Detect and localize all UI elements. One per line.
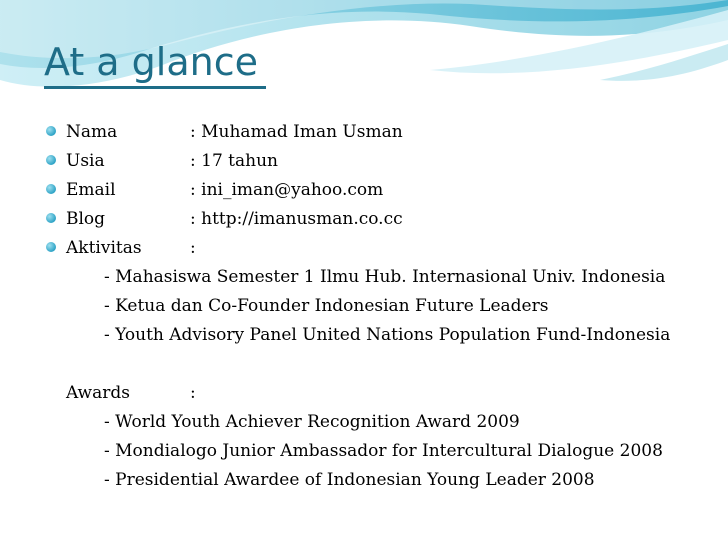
profile-label: Nama (66, 122, 118, 142)
activity-item: - Youth Advisory Panel United Nations Population Fund-Indonesia (104, 325, 671, 345)
slide-title: At a glance (44, 40, 258, 84)
profile-value: : ini_iman@yahoo.com (190, 180, 384, 200)
profile-value: : (190, 238, 196, 258)
bullet-icon (46, 242, 56, 252)
bullet-icon (46, 155, 56, 165)
profile-value: : http://imanusman.co.cc (190, 209, 403, 229)
activity-item: - Ketua dan Co-Founder Indonesian Future Leaders (104, 296, 549, 316)
award-item: - Mondialogo Junior Ambassador for Intercultural Dialogue 2008 (104, 441, 663, 461)
profile-value: : Muhamad Iman Usman (190, 122, 403, 142)
award-item: - World Youth Achiever Recognition Award 2009 (104, 412, 520, 432)
awards-colon: : (190, 383, 196, 403)
profile-label: Aktivitas (66, 238, 142, 258)
profile-label: Usia (66, 151, 105, 171)
profile-value: : 17 tahun (190, 151, 278, 171)
title-underline (44, 86, 266, 89)
bullet-icon (46, 213, 56, 223)
activity-item: - Mahasiswa Semester 1 Ilmu Hub. Internasional Univ. Indonesia (104, 267, 666, 287)
bullet-icon (46, 126, 56, 136)
award-item: - Presidential Awardee of Indonesian Young Leader 2008 (104, 470, 595, 490)
awards-label: Awards (66, 383, 130, 403)
profile-label: Blog (66, 209, 106, 229)
profile-label: Email (66, 180, 116, 200)
bullet-icon (46, 184, 56, 194)
